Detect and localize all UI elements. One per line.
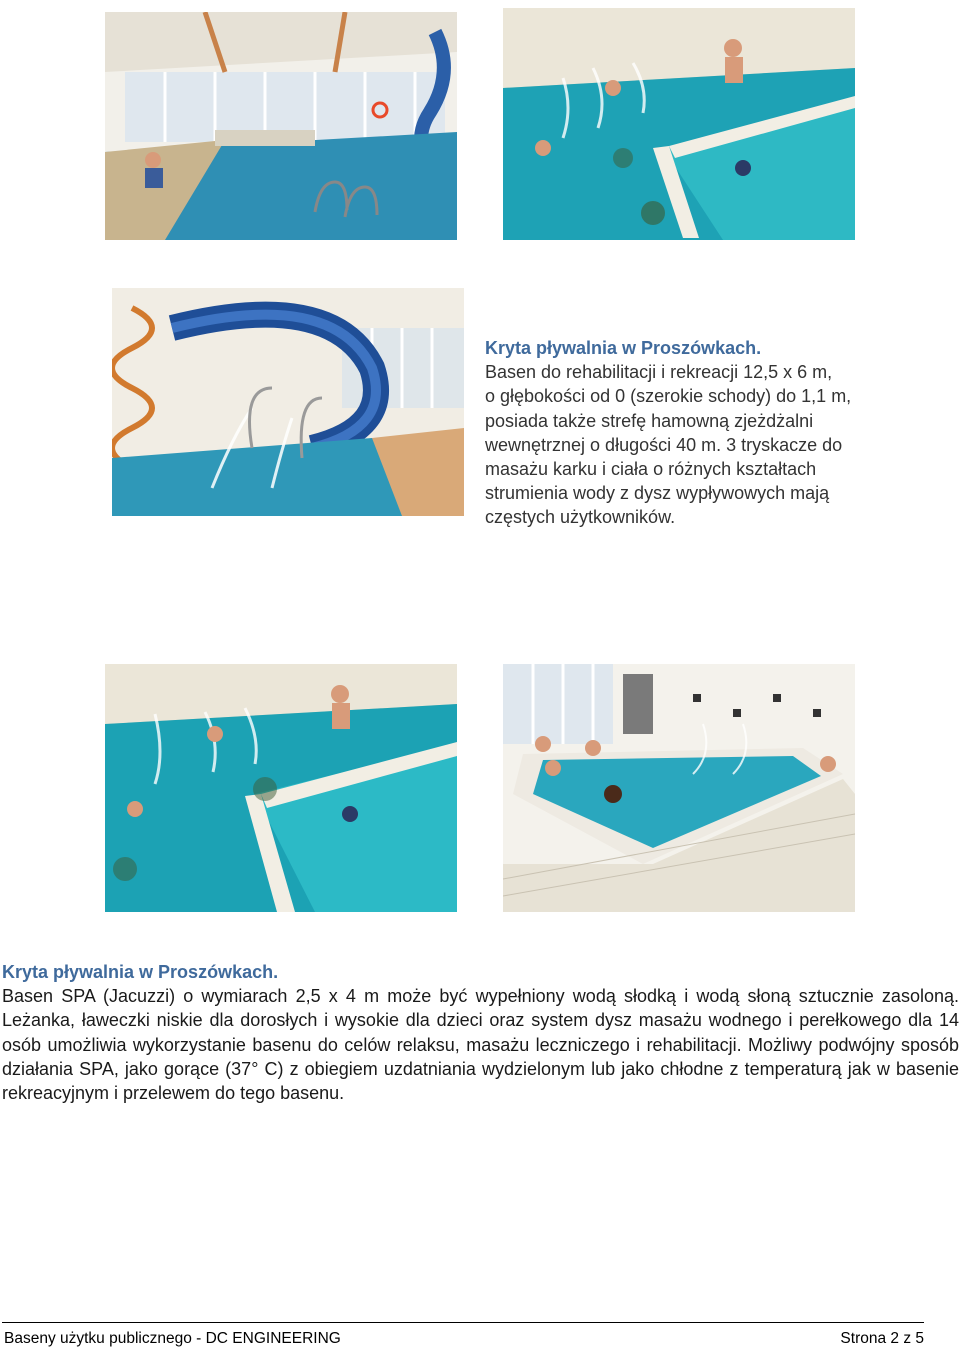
caption-line: masażu karku i ciała o różnych kształtach — [485, 459, 817, 480]
photo-pool-swimmers — [105, 664, 457, 912]
spa-paragraph: Basen SPA (Jacuzzi) o wymiarach 2,5 x 4 m może być wypełniony wodą słodką i wodą słoną sztucznie zasoloną. Leżanka, ławeczki niskie dla dorosłych i wysokie dla dzieci oraz system dysz masażu wodnego i perełkowego dla 14 osób umożliwia wykorzystanie basenu do celów relaksu, masażu leczniczego i rehabilitacji. Możliwy podwójny sposób działania SPA, jako gorące (37° C) z obiegiem uzdatniania wydzielonym lub jako chłodne z temperaturą jak w basenie rekreacyjnym i przelewem do tego basenu. — [2, 986, 959, 1104]
photo-spa-jacuzzi — [503, 664, 855, 912]
caption-line: o głębokości od 0 (szerokie schody) do 1,1 m, — [485, 386, 852, 407]
photo-indoor-pool-hall — [105, 12, 457, 240]
caption-pool-rehabilitation — [485, 336, 935, 530]
caption-line: częstych użytkowników. — [485, 507, 676, 528]
page-number: Strona 2 z 5 — [840, 1330, 924, 1347]
page-footer — [4, 1330, 924, 1348]
caption-line: strumienia wody z dysz wypływowych mają — [485, 483, 830, 504]
caption-spa — [2, 960, 959, 1105]
section-title: Kryta pływalnia w Proszówkach. — [2, 962, 279, 982]
footer-divider — [2, 1322, 924, 1323]
caption-line: Basen do rehabilitacji i rekreacji 12,5 x 6 m, — [485, 362, 833, 383]
caption-line: posiada także strefę hamowną zjeżdżalni — [485, 410, 814, 431]
photo-pool-water-jets — [503, 8, 855, 240]
section-title: Kryta pływalnia w Proszówkach. — [485, 338, 762, 358]
caption-line: wewnętrznej o długości 40 m. 3 tryskacze do — [485, 434, 843, 455]
photo-water-slide — [112, 288, 464, 516]
footer-company: Baseny użytku publicznego - DC ENGINEERING — [4, 1330, 341, 1347]
